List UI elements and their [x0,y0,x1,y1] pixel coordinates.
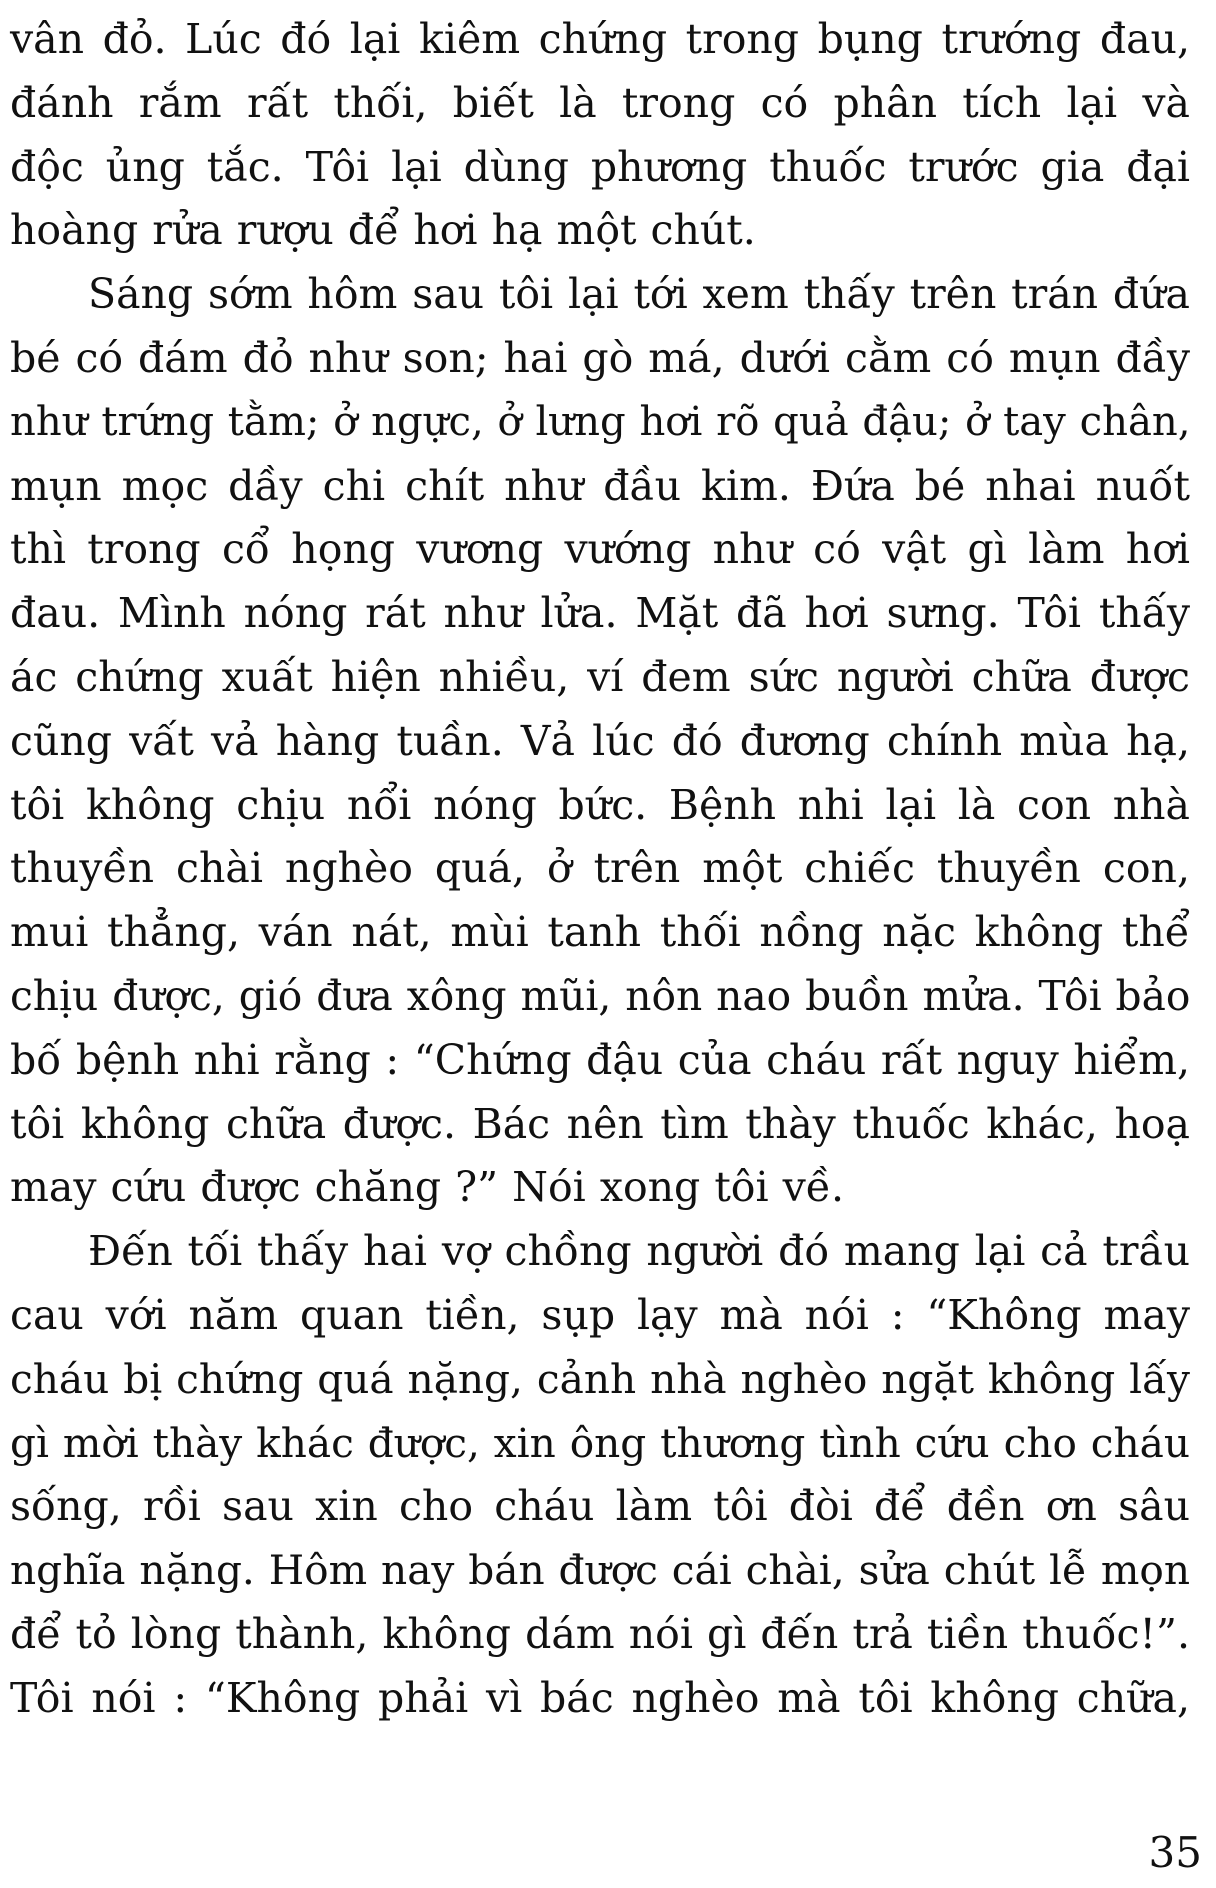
text-line: gì mời thày khác được, xin ông thương tình cứu cho cháu [10,1418,1190,1467]
paragraph-1 [10,8,1190,263]
text-line: vân đỏ. Lúc đó lại kiêm chứng trong bụng trướng đau, [10,15,1190,63]
page-number: 35 [1148,1828,1202,1877]
text-line: độc ủng tắc. Tôi lại dùng phương thuốc trước gia đại [10,142,1190,191]
text-line: nghĩa nặng. Hôm nay bán được cái chài, sửa chút lễ mọn [10,1546,1190,1595]
text-line: cũng vất vả hàng tuần. Vả lúc đó đương chính mùa hạ, [10,716,1190,765]
text-line: may cứu được chăng ?” Nói xong tôi về. [10,1163,845,1212]
text-line: Đến tối thấy hai vợ chồng người đó mang lại cả trầu [88,1227,1190,1276]
text-line: bé có đám đỏ như son; hai gò má, dưới cằm có mụn đầy [10,333,1190,382]
text-line: sống, rồi sau xin cho cháu làm tôi đòi để đền ơn sâu [10,1482,1190,1531]
text-line: hoàng rửa rượu để hơi hạ một chút. [10,206,756,255]
text-line: thuyền chài nghèo quá, ở trên một chiếc thuyền con, [10,844,1190,893]
body-text [10,8,1190,1731]
text-line: ác chứng xuất hiện nhiều, ví đem sức người chữa được [10,652,1190,701]
text-line: cau với năm quan tiền, sụp lạy mà nói : “Không may [10,1290,1190,1339]
text-line: thì trong cổ họng vương vướng như có vật gì làm hơi [10,525,1190,574]
text-line: như trứng tằm; ở ngực, ở lưng hơi rõ quả đậu; ở tay chân, [10,398,1191,445]
paragraph-2 [10,263,1190,1220]
text-line: bố bệnh nhi rằng : “Chứng đậu của cháu rất nguy hiểm, [10,1035,1190,1084]
text-line: đau. Mình nóng rát như lửa. Mặt đã hơi sưng. Tôi thấy [10,589,1190,638]
text-line: mui thẳng, ván nát, mùi tanh thối nồng nặc không thể [10,908,1190,957]
text-line: tôi không chịu nổi nóng bức. Bệnh nhi lại là con nhà [10,780,1190,829]
text-line: tôi không chữa được. Bác nên tìm thày thuốc khác, hoạ [10,1099,1190,1148]
text-line: mụn mọc dầy chi chít như đầu kim. Đứa bé nhai nuốt [10,461,1190,510]
text-line: Tôi nói : “Không phải vì bác nghèo mà tôi không chữa, [10,1673,1190,1722]
text-line: Sáng sớm hôm sau tôi lại tới xem thấy trên trán đứa [88,270,1190,319]
paragraph-3 [10,1220,1190,1730]
text-line: để tỏ lòng thành, không dám nói gì đến trả tiền thuốc!”. [10,1609,1190,1658]
text-line: chịu được, gió đưa xông mũi, nôn nao buồn mửa. Tôi bảo [10,971,1191,1020]
text-line: cháu bị chứng quá nặng, cảnh nhà nghèo ngặt không lấy [10,1354,1190,1403]
text-line: đánh rắm rất thối, biết là trong có phân tích lại và [10,78,1190,127]
